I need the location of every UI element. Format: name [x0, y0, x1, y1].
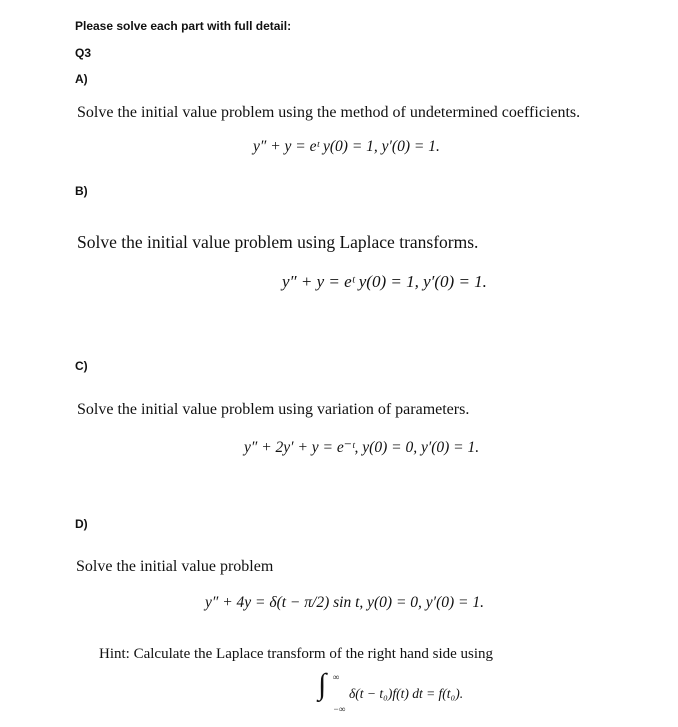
part-b-equation: y″ + y = eᵗ y(0) = 1, y′(0) = 1.	[282, 272, 487, 291]
part-c-instruction: Solve the initial value problem using variation of parameters.	[77, 401, 470, 418]
integral-upper-limit: ∞	[333, 672, 340, 682]
part-d-equation: y″ + 4y = δ(t − π/2) sin t, y(0) = 0, y′(0) = 1.	[205, 594, 484, 611]
hint-text: Hint: Calculate the Laplace transform of the right hand side using	[99, 646, 494, 662]
part-b-instruction: Solve the initial value problem using Laplace transforms.	[77, 232, 479, 252]
part-a-instruction: Solve the initial value problem using the method of undetermined coefficients.	[77, 104, 581, 121]
part-a-label: A)	[75, 72, 88, 86]
intro-text: Please solve each part with full detail:	[75, 19, 292, 33]
integral-lower-limit: −∞	[333, 704, 346, 714]
part-c-equation: y″ + 2y′ + y = e⁻ᵗ, y(0) = 0, y′(0) = 1.	[244, 439, 480, 456]
part-d-label: D)	[75, 517, 88, 531]
integral-symbol: ∫	[318, 668, 327, 701]
question-label: Q3	[75, 46, 92, 60]
part-b-label: B)	[75, 184, 88, 198]
part-a-equation: y″ + y = eᵗ y(0) = 1, y′(0) = 1.	[253, 138, 440, 155]
integral-expression: δ(t − t₀)f(t) dt = f(t₀).	[349, 686, 464, 701]
part-c-label: C)	[75, 359, 88, 373]
part-d-instruction: Solve the initial value problem	[76, 558, 274, 575]
